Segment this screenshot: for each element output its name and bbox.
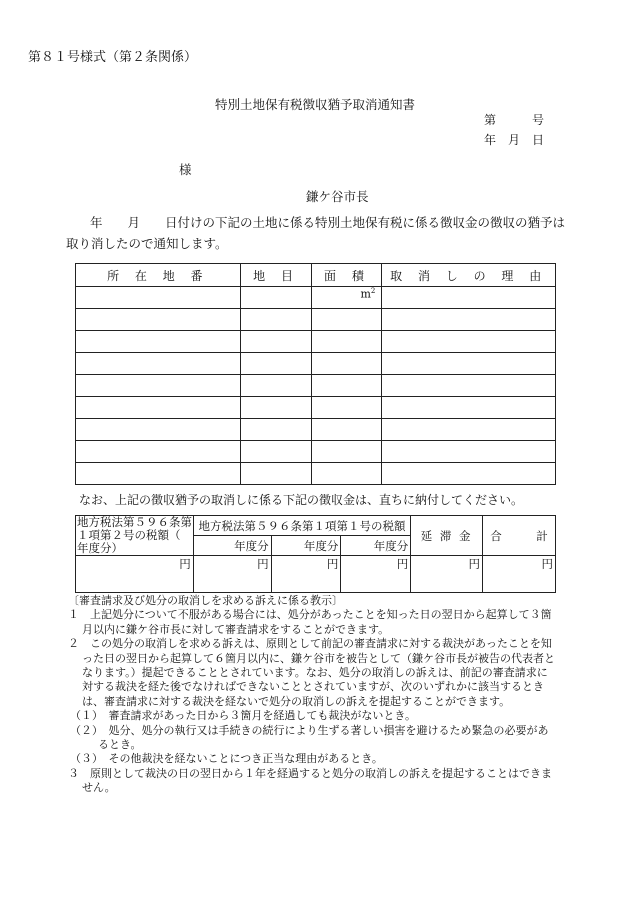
- header-reason: 取 消 し の 理 由: [382, 264, 556, 287]
- area-cell[interactable]: [312, 375, 382, 397]
- instruction-subitem: （２） 処分、処分の執行又は手続きの続行により生ずる著しい損害を避けるため緊急の必要があるとき。: [70, 723, 549, 752]
- header-location: 所 在 地 番: [76, 264, 241, 287]
- reason-cell[interactable]: [382, 463, 556, 485]
- document-number: 第 号: [483, 113, 544, 127]
- reason-cell[interactable]: [382, 375, 556, 397]
- header-total: 合 計: [483, 516, 556, 556]
- header-item1-tax: 地方税法第５９６条第１項第１号の税額: [193, 516, 410, 536]
- reason-cell[interactable]: [382, 287, 556, 309]
- land-category-cell[interactable]: [240, 309, 312, 331]
- land-category-cell[interactable]: [240, 331, 312, 353]
- location-cell[interactable]: [76, 353, 241, 375]
- table-row: [76, 331, 556, 353]
- area-cell[interactable]: [312, 397, 382, 419]
- sender: 鎌ケ谷市長: [306, 189, 369, 204]
- land-category-cell[interactable]: [240, 397, 312, 419]
- land-category-cell[interactable]: [240, 463, 312, 485]
- amount-cell[interactable]: 円: [193, 556, 271, 593]
- header-area: 面 積: [312, 264, 382, 287]
- document-title: 特別土地保有税徴収猶予取消通知書: [214, 97, 415, 112]
- area-cell[interactable]: [312, 463, 382, 485]
- land-category-cell[interactable]: [240, 353, 312, 375]
- location-cell[interactable]: [76, 463, 241, 485]
- area-cell[interactable]: [312, 331, 382, 353]
- reason-cell[interactable]: [382, 397, 556, 419]
- area-cell[interactable]: [312, 353, 382, 375]
- area-cell[interactable]: [312, 309, 382, 331]
- tax-table: [75, 515, 556, 593]
- tax-table-header: [76, 516, 556, 536]
- land-table: [75, 263, 556, 485]
- land-category-cell[interactable]: [240, 419, 312, 441]
- table-row: [76, 287, 556, 309]
- table-row: [76, 463, 556, 485]
- instruction-subitem: （１） 審査請求があった日から３箇月を経過しても裁決がないとき。: [70, 709, 416, 723]
- location-cell[interactable]: [76, 419, 241, 441]
- header-late-fee: 延 滞 金: [411, 516, 483, 556]
- location-cell[interactable]: [76, 331, 241, 353]
- amount-cell[interactable]: 円: [341, 556, 411, 593]
- instruction-item: ２ この処分の取消しを求める訴えは、原則として前記の審査請求に対する裁決があったことを知った日の翌日から起算して６箇月以内に、鎌ケ谷市を被告として（鎌ケ谷市長が被告の代表者となります。）提起できることとされています。なお、処分の取消しの訴えは、前記の審査請求に対する裁決を経た後でなければできないこととされていますが、次のいずれかに該当するときは、審査請求に対する裁決を経ないで処分の取消しの訴えを提起することができます。: [68, 637, 555, 708]
- location-cell[interactable]: [76, 309, 241, 331]
- instruction-item: ３ 原則として裁決の日の翌日から１年を経過すると処分の取消しの訴えを提起することはできません。: [68, 766, 552, 795]
- area-cell[interactable]: [312, 287, 382, 309]
- land-table-header: [76, 264, 556, 287]
- year-label: 年度分: [193, 536, 271, 556]
- reason-cell[interactable]: [382, 441, 556, 463]
- land-category-cell[interactable]: [240, 375, 312, 397]
- payment-notice: なお、上記の徴収猶予の取消しに係る下記の徴収金は、直ちに納付してください。: [79, 493, 524, 507]
- reason-cell[interactable]: [382, 309, 556, 331]
- table-row: [76, 419, 556, 441]
- location-cell[interactable]: [76, 441, 241, 463]
- area-unit-sup: 2: [370, 287, 376, 295]
- late-fee-cell[interactable]: 円: [411, 556, 483, 593]
- total-cell[interactable]: 円: [483, 556, 556, 593]
- land-category-cell[interactable]: [240, 441, 312, 463]
- reason-cell[interactable]: [382, 353, 556, 375]
- instructions-heading: 〔審査請求及び処分の取消しを求める訴えに係る教示〕: [68, 594, 343, 607]
- area-cell[interactable]: [312, 441, 382, 463]
- table-row: [76, 375, 556, 397]
- amount-cell[interactable]: 円: [76, 556, 194, 593]
- area-cell[interactable]: [312, 419, 382, 441]
- year-label: 年度分: [341, 536, 411, 556]
- location-cell[interactable]: [76, 375, 241, 397]
- body-text: 年 月 日付けの下記の土地に係る特別土地保有税に係る徴収金の徴収の猶予は取り消したので通知します。: [66, 215, 566, 251]
- reason-cell[interactable]: [382, 331, 556, 353]
- form-number: 第８１号様式（第２条関係）: [28, 50, 198, 65]
- amount-cell[interactable]: 円: [271, 556, 341, 593]
- location-cell[interactable]: [76, 397, 241, 419]
- table-row: [76, 353, 556, 375]
- instruction-item: １ 上記処分について不服がある場合には、処分があったことを知った日の翌日から起算して３箇月以内に鎌ケ谷市長に対して審査請求をすることができます。: [68, 608, 552, 636]
- instructions: [68, 594, 558, 796]
- location-cell[interactable]: [76, 287, 241, 309]
- header-item2-tax: 地方税法第５９６条第１項第２号の税額（ 年度分）: [77, 515, 215, 555]
- reason-cell[interactable]: [382, 419, 556, 441]
- table-row: [76, 441, 556, 463]
- year-label: 年度分: [271, 536, 341, 556]
- instruction-subitem: （３） その他裁決を経ないことにつき正当な理由があるとき。: [70, 752, 383, 766]
- table-row: [76, 309, 556, 331]
- document-date: 年 月 日: [483, 133, 544, 147]
- area-unit: m: [360, 287, 371, 301]
- land-category-cell[interactable]: [240, 287, 312, 309]
- header-land-category: 地 目: [240, 264, 312, 287]
- tax-table-amount-row: [76, 556, 556, 593]
- addressee: 様: [179, 162, 192, 177]
- table-row: [76, 397, 556, 419]
